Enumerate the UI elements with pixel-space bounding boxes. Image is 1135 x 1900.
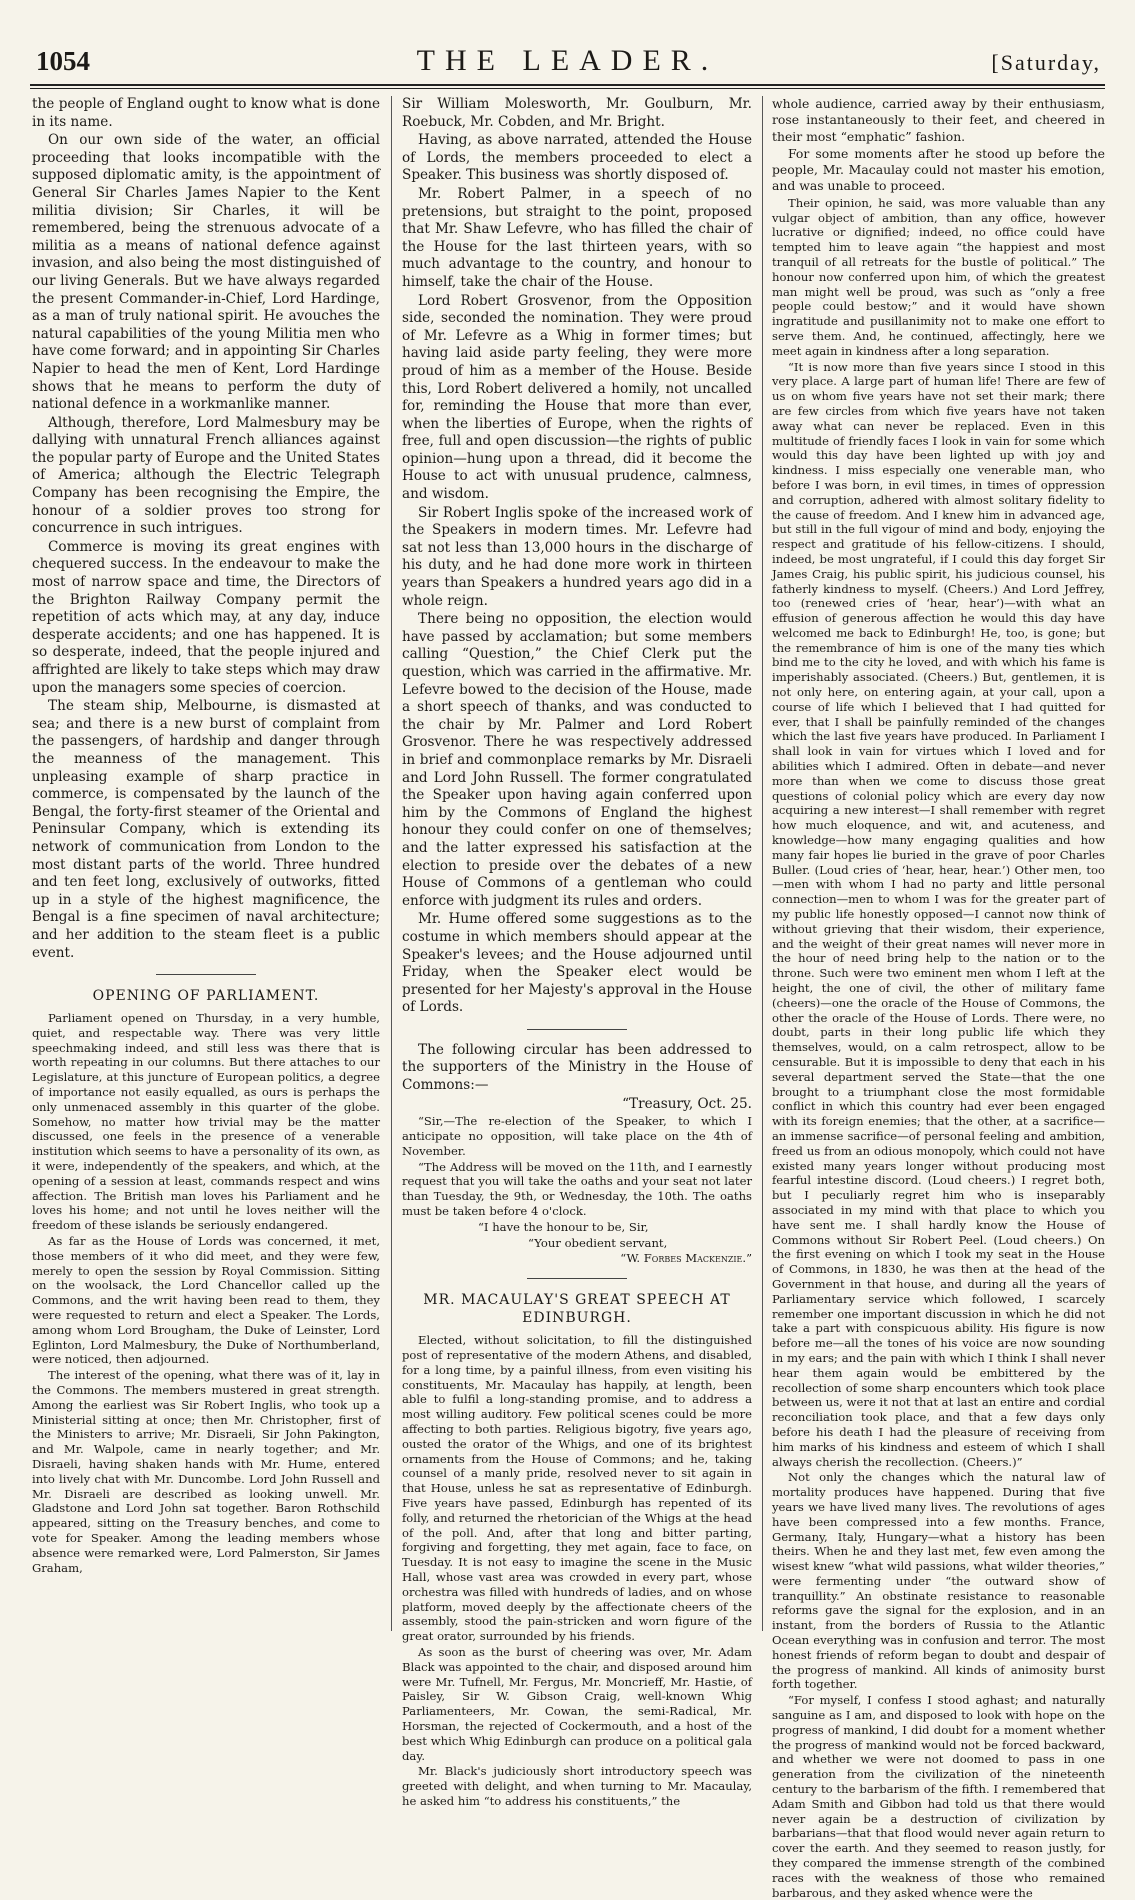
paragraph: Lord Robert Grosvenor, from the Opposition side, seconded the nomination. They were proud of Mr. Lefevre as a Whig in former times; but having laid aside party feeling, they were more proud of him as a member of the House. Beside this, Lord Robert delivered a homily, not uncalled for, reminding the House that more than ever, when the liberties of Europe, when the rights of free, full and open discussion—the rights of public opinion—hung upon a thread, did it become the House to act with unusual prudence, calmness, and wisdom.	[402, 292, 752, 503]
column-2	[402, 96, 752, 1808]
newspaper-title: THE LEADER.	[416, 44, 719, 77]
column-3	[772, 96, 1105, 1900]
paragraph: Sir William Molesworth, Mr. Goulburn, Mr. Roebuck, Mr. Cobden, and Mr. Bright.	[402, 96, 752, 130]
section-divider	[156, 974, 256, 975]
paragraph: Sir Robert Inglis spoke of the increased work of the Speakers in modern times. Mr. Lefevre had sat not less than 13,000 hours in the discharge of his duty, and he had done more work in thirteen years than Speakers a hundred years ago did in a whole reign.	[402, 504, 752, 609]
paragraph: Not only the changes which the natural law of mortality produces have happened. During that five years we have lived many lives. The revolutions of ages have been compressed into a few months. France, Germany, Italy, Hungary—what a history has been theirs. When he and they last met, few even among the wisest knew “what wild passions, what wilder theories,” were fermenting under “the outward show of tranquillity.” An obstinate resistance to reasonable reforms gave the signal for the explosion, and in an instant, from the borders of Russia to the Atlantic Ocean everything was in confusion and terror. The most honest friends of reform began to doubt and despair of the progress of mankind. All kinds of animosity burst forth together.	[772, 1470, 1105, 1692]
paragraph: For some moments after he stood up before the people, Mr. Macaulay could not master his emotion, and was unable to proceed.	[772, 145, 1105, 194]
paragraph: the people of England ought to know what is done in its name.	[32, 96, 380, 130]
masthead-rule-thin	[30, 88, 1105, 89]
paragraph: “It is now more than five years since I stood in this very place. A large part of human life! There are few of us on whom five years have not set their mark; there are few circles from which five years have not taken away what can never be replaced. Even in this multitude of friendly faces I look in vain for some which would this day have been lighted up with joy and kindness. I miss especially one venerable man, who before I was born, in evil times, in times of oppression and corruption, adhered with almost solitary fidelity to the cause of freedom. And I knew him in advanced age, but still in the full vigour of mind and body, enjoying the respect and gratitude of his fellow-citizens. I should, indeed, be most ungrateful, if I could this day forget Sir James Craig, his public spirit, his judicious counsel, his fatherly kindness to myself. (Cheers.) And Lord Jeffrey, too (renewed cries of ‘hear, hear’)—with what an effusion of generous affection he would this day have welcomed me back to Edinburgh! He, too, is gone; but the remembrance of him is one of the many ties which bind me to the city he loved, and with which his fame is imperishably associated. (Cheers.) But, gentlemen, it is not only here, on entering again, at your call, upon a course of life which I believed that I had quitted for ever, that I shall be painfully reminded of the changes which the last five years have produced. In Parliament I shall look in vain for virtues which I loved and for abilities which I admired. Often in debate—and never more than when we come to discuss those great questions of colonial policy which are every day now acquiring a new interest—I shall remember with regret how much eloquence, and wit, and acuteness, and knowledge—how many engaging qualities and how many fair hopes lie buried in the grave of poor Charles Buller. (Loud cries of ‘hear, hear, hear.’) Other men, too—men with whom I had no party and little personal connection—men to whom I was for the greater part of my public life honestly opposed—I cannot now think of without grieving that their wisdom, their experience, and the weight of their great names will never more in the hour of need bring help to the nation or to the throne. Such were two eminent men whom I left at the height, the one of civil, the other of military fame (cheers)—one the oracle of the House of Commons, the other the oracle of the House of Lords. There were, no doubt, parts in their long public life which they themselves, would, on a calm retrospect, allow to be censurable. But it is impossible to deny that each in his several department served the State—that the one brought to a triumphant close the most formidable conflict in which this country had ever been engaged with its foreign enemies; that the other, at a sacrifice—an immense sacrifice—of personal feeling and ambition, freed us from an odious monopoly, which could not have existed many years longer without producing most fearful intestine discord. (Loud cheers.) I regret both, but I peculiarly regret him who is inseparably associated in my mind with that place to which you have sent me. I shall hardly know the House of Commons without Sir Robert Peel. (Loud cheers.) On the first evening on which I took my seat in the House of Commons, in 1830, he was then at the head of the Government in that house, and during all the years of Parliamentary service which followed, I scarcely remember one important discussion in which he did not take a part with conspicuous ability. His figure is now before me—all the tones of his voice are now sounding in my ears; and the pain with which I think I shall never hear them again would be embittered by the recollection of some sharp encounters which took place between us, were it not that at last an entire and cordial reconciliation took place, and that a few days only before his death I had the pleasure of receiving from him marks of his kindness and esteem of which I shall always cherish the recollection. (Cheers.)”	[772, 359, 1105, 1469]
paragraph: As far as the House of Lords was concerned, it met, those members of it who did meet, and they were few, merely to open the session by Royal Commission. Sitting on the woolsack, the Lord Chancellor called up the Commons, and the writ having been read to them, they were requested to return and elect a Speaker. The Lords, among whom Lord Brougham, the Duke of Leinster, Lord Eglinton, Lord Malmesbury, the Duke of Northumberland, were noticed, then adjourned.	[32, 1234, 380, 1367]
paragraph: On our own side of the water, an official proceeding that looks incompatible with the supposed diplomatic amity, is the appointment of General Sir Charles James Napier to the Kent militia division; Sir Charles, it will be remembered, being the strenuous advocate of a militia as a means of national defence against invasion, and also being the most distinguished of our living Generals. But we have always regarded the present Commander-in-Chief, Lord Hardinge, as a man of truly national spirit. He avouches the natural capabilities of the young Militia men who have come forward; and in appointing Sir Charles Napier to head the men of Kent, Lord Hardinge shows that he means to perform the duty of national defence in a workmanlike manner.	[32, 132, 380, 413]
paragraph: Parliament opened on Thursday, in a very humble, quiet, and respectable way. There was very little speechmaking indeed, and still less was there that is worth repeating in our columns. But there attaches to our Legislature, at this juncture of European politics, a degree of importance not easily equalled, as ours is perhaps the only unmenaced assembly in this quarter of the globe. Somehow, no matter how trivial may be the matter discussed, one feels in the presence of a venerable institution which seems to have a personality of its own, as it were, independently of the speakers, and which, at the opening of a session at least, commands respect and wins affection. The British man loves his Parliament and he loves his home; and not until he loves neither will the freedom of these islands be seriously endangered.	[32, 1011, 380, 1233]
closing-line: “Your obedient servant,	[528, 1235, 668, 1250]
paragraph: “The Address will be moved on the 11th, and I earnestly request that you will take the oaths and your seat not later than Tuesday, the 9th, or Wednesday, the 10th. The oaths must be taken before 4 o'clock.	[402, 1159, 752, 1219]
paragraph: Although, therefore, Lord Malmesbury may be dallying with unnatural French alliances against the popular party of Europe and the United States of America; although the Electric Telegraph Company has been recognising the Empire, the honour of a soldier proves too strong for concurrence in such intrigues.	[32, 414, 380, 537]
dateline: “Treasury, Oct. 25.	[622, 1095, 752, 1112]
page-number: 1054	[36, 46, 90, 76]
article-heading: MR. MACAULAY'S GREAT SPEECH AT EDINBURGH.	[423, 1292, 731, 1327]
paragraph: whole audience, carried away by their enthusiasm, rose instantaneously to their feet, and cheered in their most “emphatic” fashion.	[772, 96, 1105, 144]
paragraph: “For myself, I confess I stood aghast; and naturally sanguine as I am, and disposed to look with hope on the progress of mankind, I did doubt for a moment whether the progress of mankind would not be forced backward, and whether we were not doomed to pass in one generation from the civilization of the nineteenth century to the barbarism of the fifth. I remembered that Adam Smith and Gibbon had told us that there would never again be a destruction of civilization by barbarians—that that flood would never again return to cover the earth. And they seemed to reason justly, for they compared the immense strength of the combined races with the weakness of those who remained barbarous, and they asked whence were the	[772, 1693, 1105, 1900]
masthead	[30, 42, 1105, 82]
paragraph: Mr. Black's judiciously short introductory speech was greeted with delight, and when turning to Mr. Macaulay, he asked him “to address his constituents,” the	[402, 1764, 752, 1808]
column-1	[32, 96, 380, 1631]
paragraph: Commerce is moving its great engines with chequered success. In the endeavour to make the most of narrow space and time, the Directors of the Brighton Railway Company permit the repetition of acts which may, at any day, induce desperate accidents; and one has happened. It is so desperate, indeed, that the people injured and affrighted are likely to take steps which may draw upon the managers some species of coercion.	[32, 538, 380, 696]
paragraph: The interest of the opening, what there was of it, lay in the Commons. The members mustered in great strength. Among the earliest was Sir Robert Inglis, who took up a Ministerial sitting at once; then Mr. Christopher, first of the Ministers to arrive; Mr. Disraeli, Sir John Pakington, and Mr. Walpole, came in nearly together; and Mr. Disraeli, having shaken hands with Mr. Hume, entered into lively chat with Mr. Duncombe. Lord John Russell and Mr. Disraeli are described as looking unwell. Mr. Gladstone and Lord John sat together. Baron Rothschild appeared, sitting on the Treasury benches, and come to vote for Speaker. Among the leading members whose absence were remarked were, Lord Palmerston, Sir James Graham,	[32, 1368, 380, 1575]
paragraph: As soon as the burst of cheering was over, Mr. Adam Black was appointed to the chair, and disposed around him were Mr. Tufnell, Mr. Fergus, Mr. Moncrieff, Mr. Hastie, of Paisley, Sir W. Gibson Craig, well-known Whig Parliamenteers, Mr. Cowan, the semi-Radical, Mr. Horsman, the rejected of Cockermouth, and a host of the best which Whig Edinburgh can produce on a political gala day.	[402, 1644, 752, 1763]
paragraph: There being no opposition, the election would have passed by acclamation; but some members calling “Question,” the Chief Clerk put the question, which was carried in the affirmative. Mr. Lefevre bowed to the decision of the House, made a short speech of thanks, and was conducted to the chair by Mr. Palmer and Lord Robert Grosvenor. There he was respectively addressed in brief and commonplace remarks by Mr. Disraeli and Lord John Russell. The former congratulated the Speaker upon having again conferred upon him by the Commons of England the highest honour they could confer on one of themselves; and the latter expressed his satisfaction at the election to preside over the debates of a new House of Commons of a gentleman who could enforce with judgment its rules and orders.	[402, 611, 752, 909]
signature: “W. Forbes Mackenzie.”	[620, 1251, 752, 1266]
paragraph: The steam ship, Melbourne, is dismasted at sea; and there is a new burst of complaint from the passengers, of hardship and danger through the meanness of the management. This unpleasing example of sharp practice in commerce, is compensated by the launch of the Bengal, the forty-first steamer of the Oriental and Peninsular Company, which is extending its network of communication from London to the most distant parts of the world. Three hundred and ten feet long, exclusively of outworks, fitted up in a style of the highest magnificence, the Bengal is a fine specimen of naval architecture; and her addition to the steam fleet is a public event.	[32, 698, 380, 961]
column-divider	[391, 96, 392, 1631]
paragraph: Their opinion, he said, was more valuable than any vulgar object of ambition, than any office, however lucrative or dignified; indeed, no office could have tempted him to leave again “the happiest and most tranquil of all retreats for the bustle of political.” The honour now conferred upon him, of which the greatest man might well be proud, was such as “only a free people could bestow;” and it would have shown ingratitude and pusillanimity not to make one effort to serve them. And, he continued, affectingly, here we meet again in kindness after a long separation.	[772, 195, 1105, 358]
masthead-rule	[30, 84, 1105, 86]
paragraph: Elected, without solicitation, to fill the distinguished post of representative of the modern Athens, and disabled, for a long time, by a painful illness, from even visiting his constituents, Mr. Macaulay has happily, at length, been able to fulfil a long-standing promise, and to address a most willing auditory. Few political scenes could be more affecting to both parties. Religious bigotry, five years ago, ousted the orator of the Whigs, and one of its brightest ornaments from the House of Commons; and he, taking counsel of a manly pride, resolved never to sit again in that House, unless he sat as representative of Edinburgh. Five years have passed, Edinburgh has repented of its folly, and returned the rhetorician of the Whigs at the head of the poll. And, after that long and bitter parting, forgiving and forgetting, they met again, face to face, on Tuesday. It is not easy to imagine the scene in the Music Hall, whose vast area was crowded in every part, whose orchestra was filled with hundreds of ladies, and on whose platform, moved deeply by the affectionate cheers of the assembly, stood the pain-stricken and worn figure of the great orator, surrounded by his friends.	[402, 1333, 752, 1644]
issue-day: [Saturday,	[991, 50, 1101, 75]
closing-line: “I have the honour to be, Sir,	[478, 1219, 649, 1234]
paragraph: “Sir,—The re-election of the Speaker, to which I anticipate no opposition, will take place on the 4th of November.	[402, 1114, 752, 1158]
section-divider	[527, 1278, 627, 1279]
paragraph: Mr. Hume offered some suggestions as to the costume in which members should appear at the Speaker's levees; and the House adjourned until Friday, when the Speaker elect would be presented for her Majesty's approval in the House of Lords.	[402, 911, 752, 1016]
article-heading: OPENING OF PARLIAMENT.	[92, 988, 320, 1005]
paragraph: The following circular has been addressed to the supporters of the Ministry in the House of Commons:—	[402, 1041, 752, 1094]
section-divider	[527, 1029, 627, 1030]
column-divider	[762, 96, 763, 1631]
paragraph: Mr. Robert Palmer, in a speech of no pretensions, but straight to the point, proposed that Mr. Shaw Lefevre, who has filled the chair of the House for the last thirteen years, with so much advantage to the country, and honour to himself, take the chair of the House.	[402, 185, 752, 290]
paragraph: Having, as above narrated, attended the House of Lords, the members proceeded to elect a Speaker. This business was shortly disposed of.	[402, 132, 752, 184]
